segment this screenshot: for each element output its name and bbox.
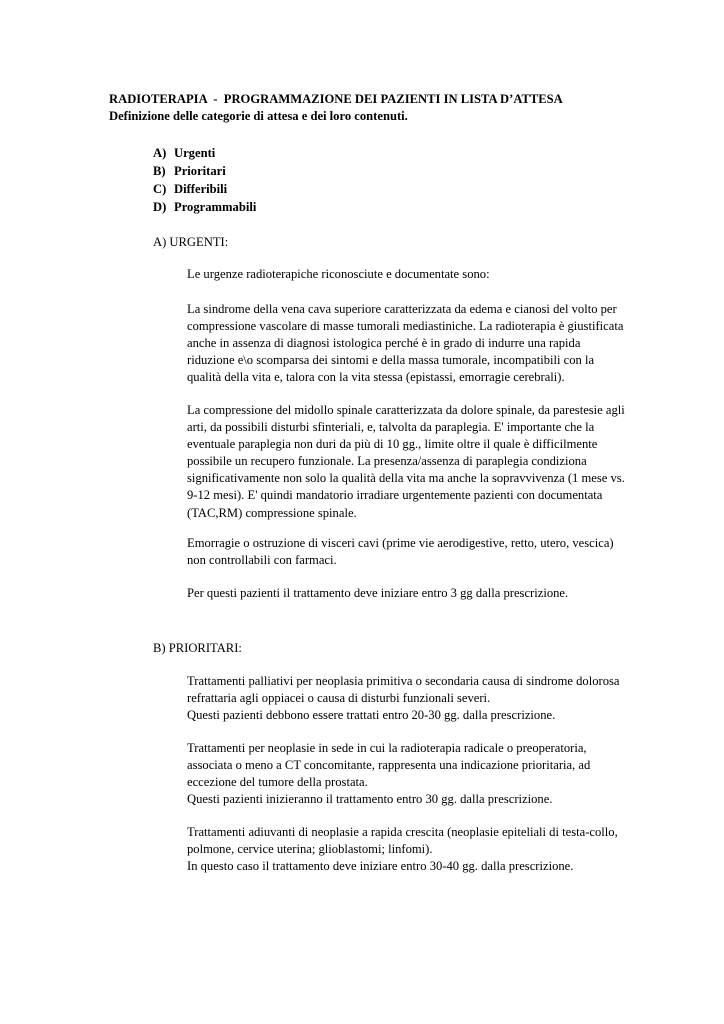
paragraph-line: Trattamenti palliativi per neoplasia primitiva o secondaria causa di sindrome dolorosa [187, 674, 620, 688]
section-b-paragraph-2 [187, 740, 627, 808]
section-b-heading: B) PRIORITARI: [153, 641, 242, 655]
category-item [153, 162, 256, 180]
paragraph-line: Emorragie o ostruzione di visceri cavi (prime vie aerodigestive, retto, utero, vescica) [187, 536, 614, 550]
paragraph-line: La sindrome della vena cava superiore caratterizzata da edema e cianosi del volto per [187, 302, 617, 316]
paragraph-line: 9-12 mesi). E' quindi mandatorio irradiare urgentemente pazienti con documentata [187, 488, 603, 503]
paragraph-line: polmone, cervice uterina; glioblastomi; linfomi). [187, 842, 433, 857]
category-letter: C) [153, 182, 167, 196]
paragraph-line: Questi pazienti inizieranno il trattamento entro 30 gg. dalla prescrizione. [187, 792, 553, 807]
paragraph-line: Trattamenti per neoplasie in sede in cui la radioterapia radicale o preoperatoria, [187, 741, 587, 755]
paragraph-line: anche in assenza di diagnosi istologica perché è in grado di indurre una rapida [187, 336, 581, 351]
document-subtitle: Definizione delle categorie di attesa e dei loro contenuti. [109, 109, 408, 123]
section-a-heading: A) URGENTI: [153, 235, 229, 249]
category-letter: A) [153, 146, 167, 160]
paragraph-line: arti, da possibili disturbi sfinteriali, e, talvolta da paraplegia. E' importante che la [187, 420, 595, 435]
section-b-paragraph-3 [187, 824, 627, 875]
paragraph-line: (TAC,RM) compressione spinale. [187, 505, 357, 520]
category-item [153, 198, 256, 216]
paragraph-line: riduzione e\o scomparsa dei sintomi e della massa tumorale, incompatibili con la [187, 353, 595, 368]
section-a-paragraph-2 [187, 402, 627, 522]
category-letter: B) [153, 164, 166, 178]
section-a-paragraph-3 [187, 535, 627, 569]
paragraph-line: refrattaria agli oppiacei o causa di disturbi funzionali severi. [187, 691, 491, 706]
paragraph-line: possibile un recupero funzionale. La presenza/assenza di paraplegia condiziona [187, 454, 587, 469]
paragraph-line: compressione vascolare di masse tumorali mediastiniche. La radioterapia è giustificata [187, 319, 624, 334]
section-a-paragraph-1 [187, 301, 627, 386]
paragraph-line: eccezione del tumore della prostata. [187, 775, 368, 790]
category-letter: D) [153, 200, 167, 214]
section-a-paragraph-4 [187, 585, 627, 602]
paragraph-line: Le urgenze radioterapiche riconosciute e documentate sono: [187, 267, 490, 281]
category-label: Urgenti [174, 146, 216, 160]
paragraph-line: associata o meno a CT concomitante, rappresenta una indicazione prioritaria, ad [187, 758, 591, 773]
paragraph-line: qualità della vita e, talora con la vita stessa (epistassi, emorragie cerebrali). [187, 370, 565, 385]
category-label: Prioritari [174, 164, 226, 178]
paragraph-line: eventuale paraplegia non duri da più di 10 gg., limite oltre il quale è difficilmente [187, 437, 598, 452]
paragraph-line: La compressione del midollo spinale caratterizzata da dolore spinale, da parestesie agli [187, 403, 625, 417]
section-b-paragraph-1 [187, 673, 627, 724]
paragraph-line: significativamente non solo la qualità della vita ma anche la sopravvivenza (1 mese vs. [187, 471, 625, 486]
category-label: Differibili [174, 182, 228, 196]
section-a-intro [187, 266, 627, 283]
document-title: RADIOTERAPIA - PROGRAMMAZIONE DEI PAZIENTI IN LISTA D’ATTESA [109, 92, 563, 106]
category-item [153, 180, 256, 198]
category-item [153, 144, 256, 162]
paragraph-line: Per questi pazienti il trattamento deve iniziare entro 3 gg dalla prescrizione. [187, 586, 569, 600]
paragraph-line: In questo caso il trattamento deve iniziare entro 30-40 gg. dalla prescrizione. [187, 859, 574, 874]
category-label: Programmabili [174, 200, 257, 214]
category-list [153, 144, 256, 216]
paragraph-line: Questi pazienti debbono essere trattati entro 20-30 gg. dalla prescrizione. [187, 708, 556, 723]
paragraph-line: non controllabili con farmaci. [187, 553, 337, 568]
paragraph-line: Trattamenti adiuvanti di neoplasie a rapida crescita (neoplasie epiteliali di testa-collo, [187, 825, 618, 839]
